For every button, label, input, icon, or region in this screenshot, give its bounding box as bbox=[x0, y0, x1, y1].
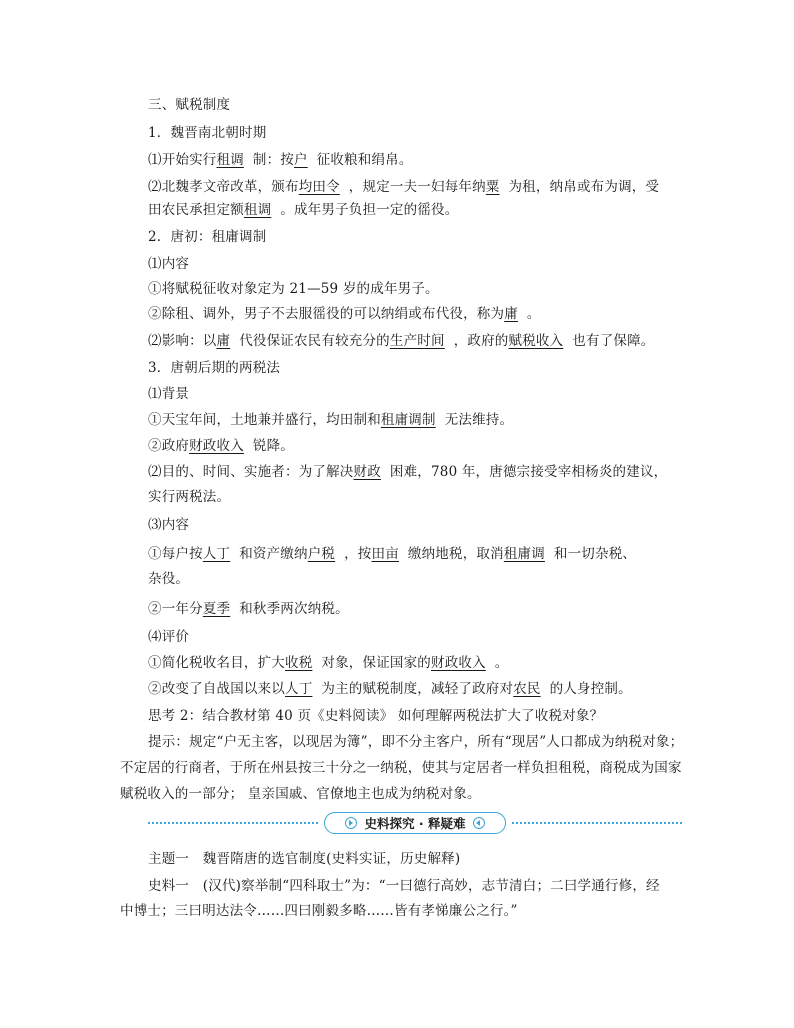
play-right-icon bbox=[345, 817, 357, 829]
hint-line-1: 提示：规定“户无主客，以现居为簿”，即不分主客户，所有“现居”人口都成为纳税对象； bbox=[148, 734, 684, 750]
play-left-icon bbox=[473, 817, 485, 829]
fill-su: 粟 bbox=[485, 179, 500, 195]
fill-finance: 财政 bbox=[353, 464, 381, 480]
banner-label: 史料探究 · 释疑难 bbox=[364, 816, 466, 831]
fill-yong-2: 庸 bbox=[216, 333, 231, 349]
fill-rending-2: 人丁 bbox=[285, 681, 313, 697]
subheading-early-tang: 2．唐初：租庸调制 bbox=[148, 229, 267, 245]
item-eval-1: ①简化税收名目，扩大收税 对象，保证国家的财政收入 。 bbox=[148, 655, 509, 671]
fill-nongmin: 农民 bbox=[513, 681, 541, 697]
fill-rending: 人丁 bbox=[202, 546, 231, 562]
subheading-late-tang: 3．唐朝后期的两税法 bbox=[148, 360, 281, 376]
section-banner bbox=[148, 812, 682, 834]
para-impact: ⑵影响：以庸 代役保证农民有较充分的生产时间 ，政府的赋税收入 也有了保障。 bbox=[148, 333, 655, 349]
fill-zuyongdiao: 租庸调制 bbox=[380, 412, 436, 428]
item-eval-2: ②改变了自战国以来以人丁 为主的赋税制度，减轻了政府对农民 的人身控制。 bbox=[148, 681, 632, 697]
subheading-wei-jin: 1．魏晋南北朝时期 bbox=[148, 125, 267, 141]
item-yong: ②除租、调外，男子不去服徭役的可以纳绢或布代役，称为庸 。 bbox=[148, 306, 541, 322]
item-tax-targets: ①将赋税征收对象定为 21—59 岁的成年男子。 bbox=[148, 281, 439, 297]
label-background: ⑴背景 bbox=[148, 386, 190, 402]
label-content: ⑴内容 bbox=[148, 256, 190, 272]
item-twice-yearly: ②一年分夏季 和秋季两次纳税。 bbox=[148, 601, 349, 617]
fill-fiscal-revenue-2: 财政收入 bbox=[431, 655, 486, 671]
para-xiaowen-reform-cont: 田农民承担定额租调 。成年男子负担一定的徭役。 bbox=[148, 202, 459, 218]
section-heading-tax-system: 三、赋税制度 bbox=[148, 97, 231, 113]
fill-zuyongdiao-2: 租庸调 bbox=[503, 546, 545, 562]
item-revenue-drop: ②政府财政收入 锐降。 bbox=[148, 438, 295, 454]
banner-dotted-line-right bbox=[512, 822, 682, 824]
fill-fiscal-revenue: 财政收入 bbox=[189, 438, 244, 454]
fill-zudiao: 租调 bbox=[216, 152, 244, 168]
item-two-tax-content-cont: 杂役。 bbox=[148, 571, 190, 587]
banner-dotted-line-left bbox=[148, 822, 318, 824]
fill-yong: 庸 bbox=[504, 306, 518, 322]
fill-tianmu: 田亩 bbox=[371, 546, 399, 562]
banner-pill bbox=[324, 812, 506, 834]
fill-hushui: 户税 bbox=[307, 546, 336, 562]
para-purpose-cont: 实行两税法。 bbox=[148, 489, 231, 505]
fill-tax-revenue: 赋税收入 bbox=[508, 333, 564, 349]
para-start-zudiao: ⑴开始实行租调 制：按户 征收粮和绢帛。 bbox=[148, 152, 413, 168]
fill-summer: 夏季 bbox=[202, 601, 231, 617]
topic-one-title: 主题一 魏晋隋唐的选官制度(史料实证，历史解释) bbox=[148, 851, 461, 867]
item-two-tax-content: ①每户按人丁 和资产缴纳户税 ，按田亩 缴纳地税，取消租庸调 和一切杂税、 bbox=[148, 546, 637, 562]
para-purpose: ⑵目的、时间、实施者：为了解决财政 困难，780 年，唐德宗接受宰相杨炎的建议， bbox=[148, 464, 668, 480]
think-question: 思考 2：结合教材第 40 页《史料阅读》 如何理解两税法扩大了收税对象？ bbox=[148, 708, 604, 724]
source-one-line-1: 史料一 (汉代)察举制“四科取士”为：“一曰德行高妙，志节清白；二曰学通行修，经 bbox=[148, 878, 660, 894]
fill-zudiao-2: 租调 bbox=[243, 202, 272, 218]
item-tianbao: ①天宝年间，土地兼并盛行，均田制和租庸调制 无法维持。 bbox=[148, 412, 514, 428]
label-content-2: ⑶内容 bbox=[148, 517, 190, 533]
source-one-line-2: 中博士；三曰明达法令……四曰刚毅多略……皆有孝悌廉公之行。” bbox=[120, 903, 518, 919]
fill-hu: 户 bbox=[294, 152, 308, 168]
label-evaluation: ⑷评价 bbox=[148, 629, 190, 645]
para-xiaowen-reform: ⑵北魏孝文帝改革，颁布均田令 ，规定一夫一妇每年纳粟 为租，纳帛或布为调，受 bbox=[148, 179, 660, 195]
fill-juntianling: 均田令 bbox=[298, 179, 340, 195]
fill-production-time: 生产时间 bbox=[389, 333, 445, 349]
fill-shoushui: 收税 bbox=[285, 655, 313, 671]
hint-line-3: 赋税收入的一部分； 皇亲国戚、官僚地主也成为纳税对象。 bbox=[120, 786, 481, 802]
hint-line-2: 不定居的行商者，于所在州县按三十分之一纳税，使其与定居者一样负担租税，商税成为国家 bbox=[120, 760, 682, 776]
